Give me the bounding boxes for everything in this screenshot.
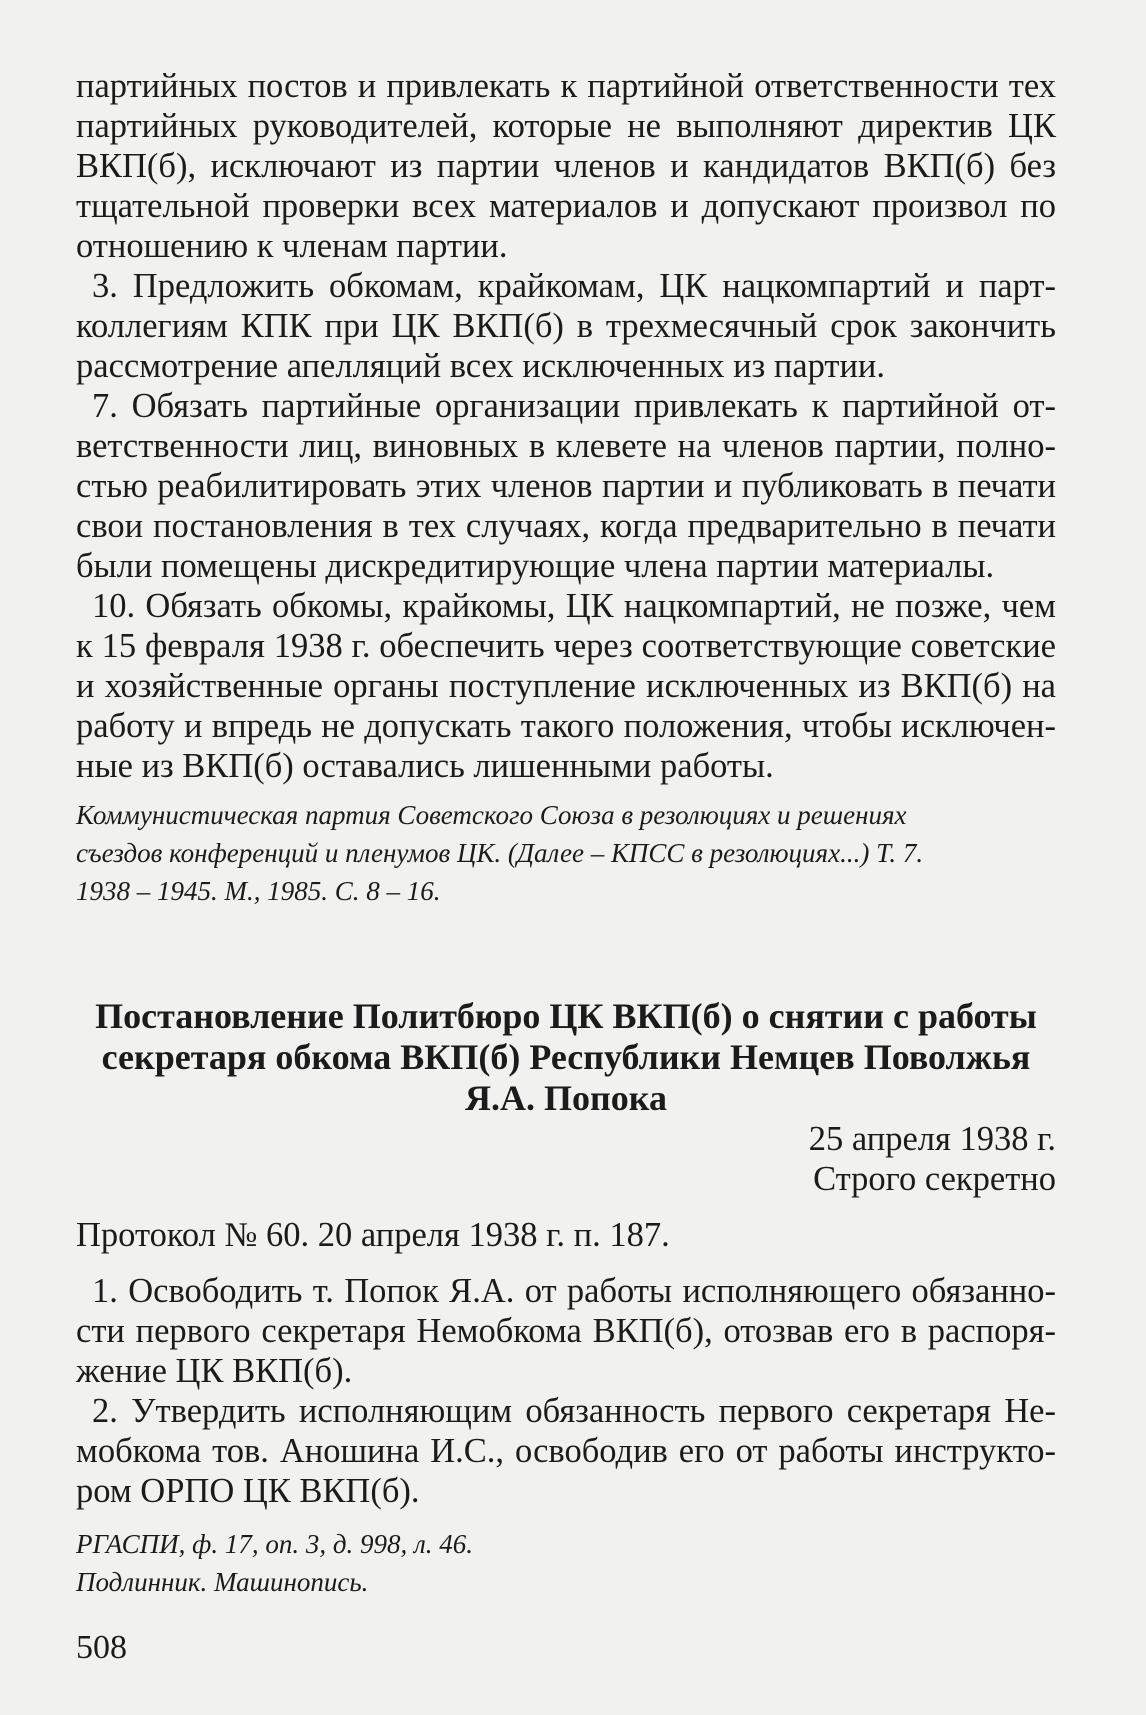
paragraph-item-3: 3. Предложить обкомам, крайкомам, ЦК нацкомпартий и партколлегиям КПК при ЦК ВКП(б) в трехмесячный срок закончить рассмотрение апелляций всех исключенных из партии.	[76, 267, 1056, 385]
classification-mark: Строго секретно	[813, 1160, 1056, 1198]
source-citation-line: Коммунистическая партия Советского Союза в резолюциях и решениях	[76, 800, 907, 830]
document-title-line: секретаря обкома ВКП(б) Республики Немцев Поволжья	[101, 1037, 1031, 1077]
decision-item-1: 1. Освободить т. Попок Я.А. от работы исполняющего обязанности первого секретаря Немобкома ВКП(б), отозвав его в распоряжение ЦК ВКП(б).	[76, 1272, 1056, 1390]
source-citation	[76, 796, 1056, 910]
page-content	[76, 66, 1056, 1601]
protocol-reference: Протокол № 60. 20 апреля 1938 г. п. 187.	[76, 1216, 670, 1254]
paragraph-item-7: 7. Обязать партийные организации привлекать к партийной ответственности лиц, виновных в клевете на членов партии, полностью реабилитировать этих членов партии и публиковать в печати свои постановления в тех случаях, когда предварительно в печати были помещены дискредитирующие члена партии материалы.	[76, 387, 1056, 585]
document-title-line: Постановление Политбюро ЦК ВКП(б) о снятии с работы	[95, 996, 1037, 1036]
document-title	[76, 996, 1056, 1119]
paragraph-continuation: партийных постов и привлекать к партийной ответственности тех партийных руководителей, которые не выполняют директив ЦК ВКП(б), исключают из партии членов и кандидатов ВКП(б) без тщательной проверки всех материалов и допускают произвол по отношению к членам партии.	[76, 67, 1056, 265]
archive-reference-line: РГАСПИ, ф. 17, оп. 3, д. 998, л. 46.	[76, 1529, 473, 1559]
archive-type-line: Подлинник. Машинопись.	[76, 1567, 369, 1597]
document-date: 25 апреля 1938 г.	[808, 1120, 1056, 1158]
archive-reference	[76, 1525, 1056, 1601]
paragraph-item-10: 10. Обязать обкомы, крайкомы, ЦК нацкомпартий, не позже, чем к 15 февраля 1938 г. обеспечить через соответствующие советские и хозяйственные органы поступление исключенных из ВКП(б) на работу и впредь не допускать такого положения, чтобы исключенные из ВКП(б) оставались лишенными работы.	[76, 587, 1056, 785]
decision-item-2: 2. Утвердить исполняющим обязанность первого секретаря Немобкома тов. Аношина И.С., освободив его от работы инструктором ОРПО ЦК ВКП(б).	[76, 1392, 1056, 1510]
document-title-line: Я.А. Попока	[465, 1078, 667, 1118]
source-citation-line: 1938 – 1945. М., 1985. С. 8 – 16.	[76, 876, 441, 906]
source-citation-line: съездов конференций и пленумов ЦК. (Далее – КПСС в резолюциях...) Т. 7.	[76, 838, 924, 868]
page-number: 508	[76, 1629, 127, 1666]
